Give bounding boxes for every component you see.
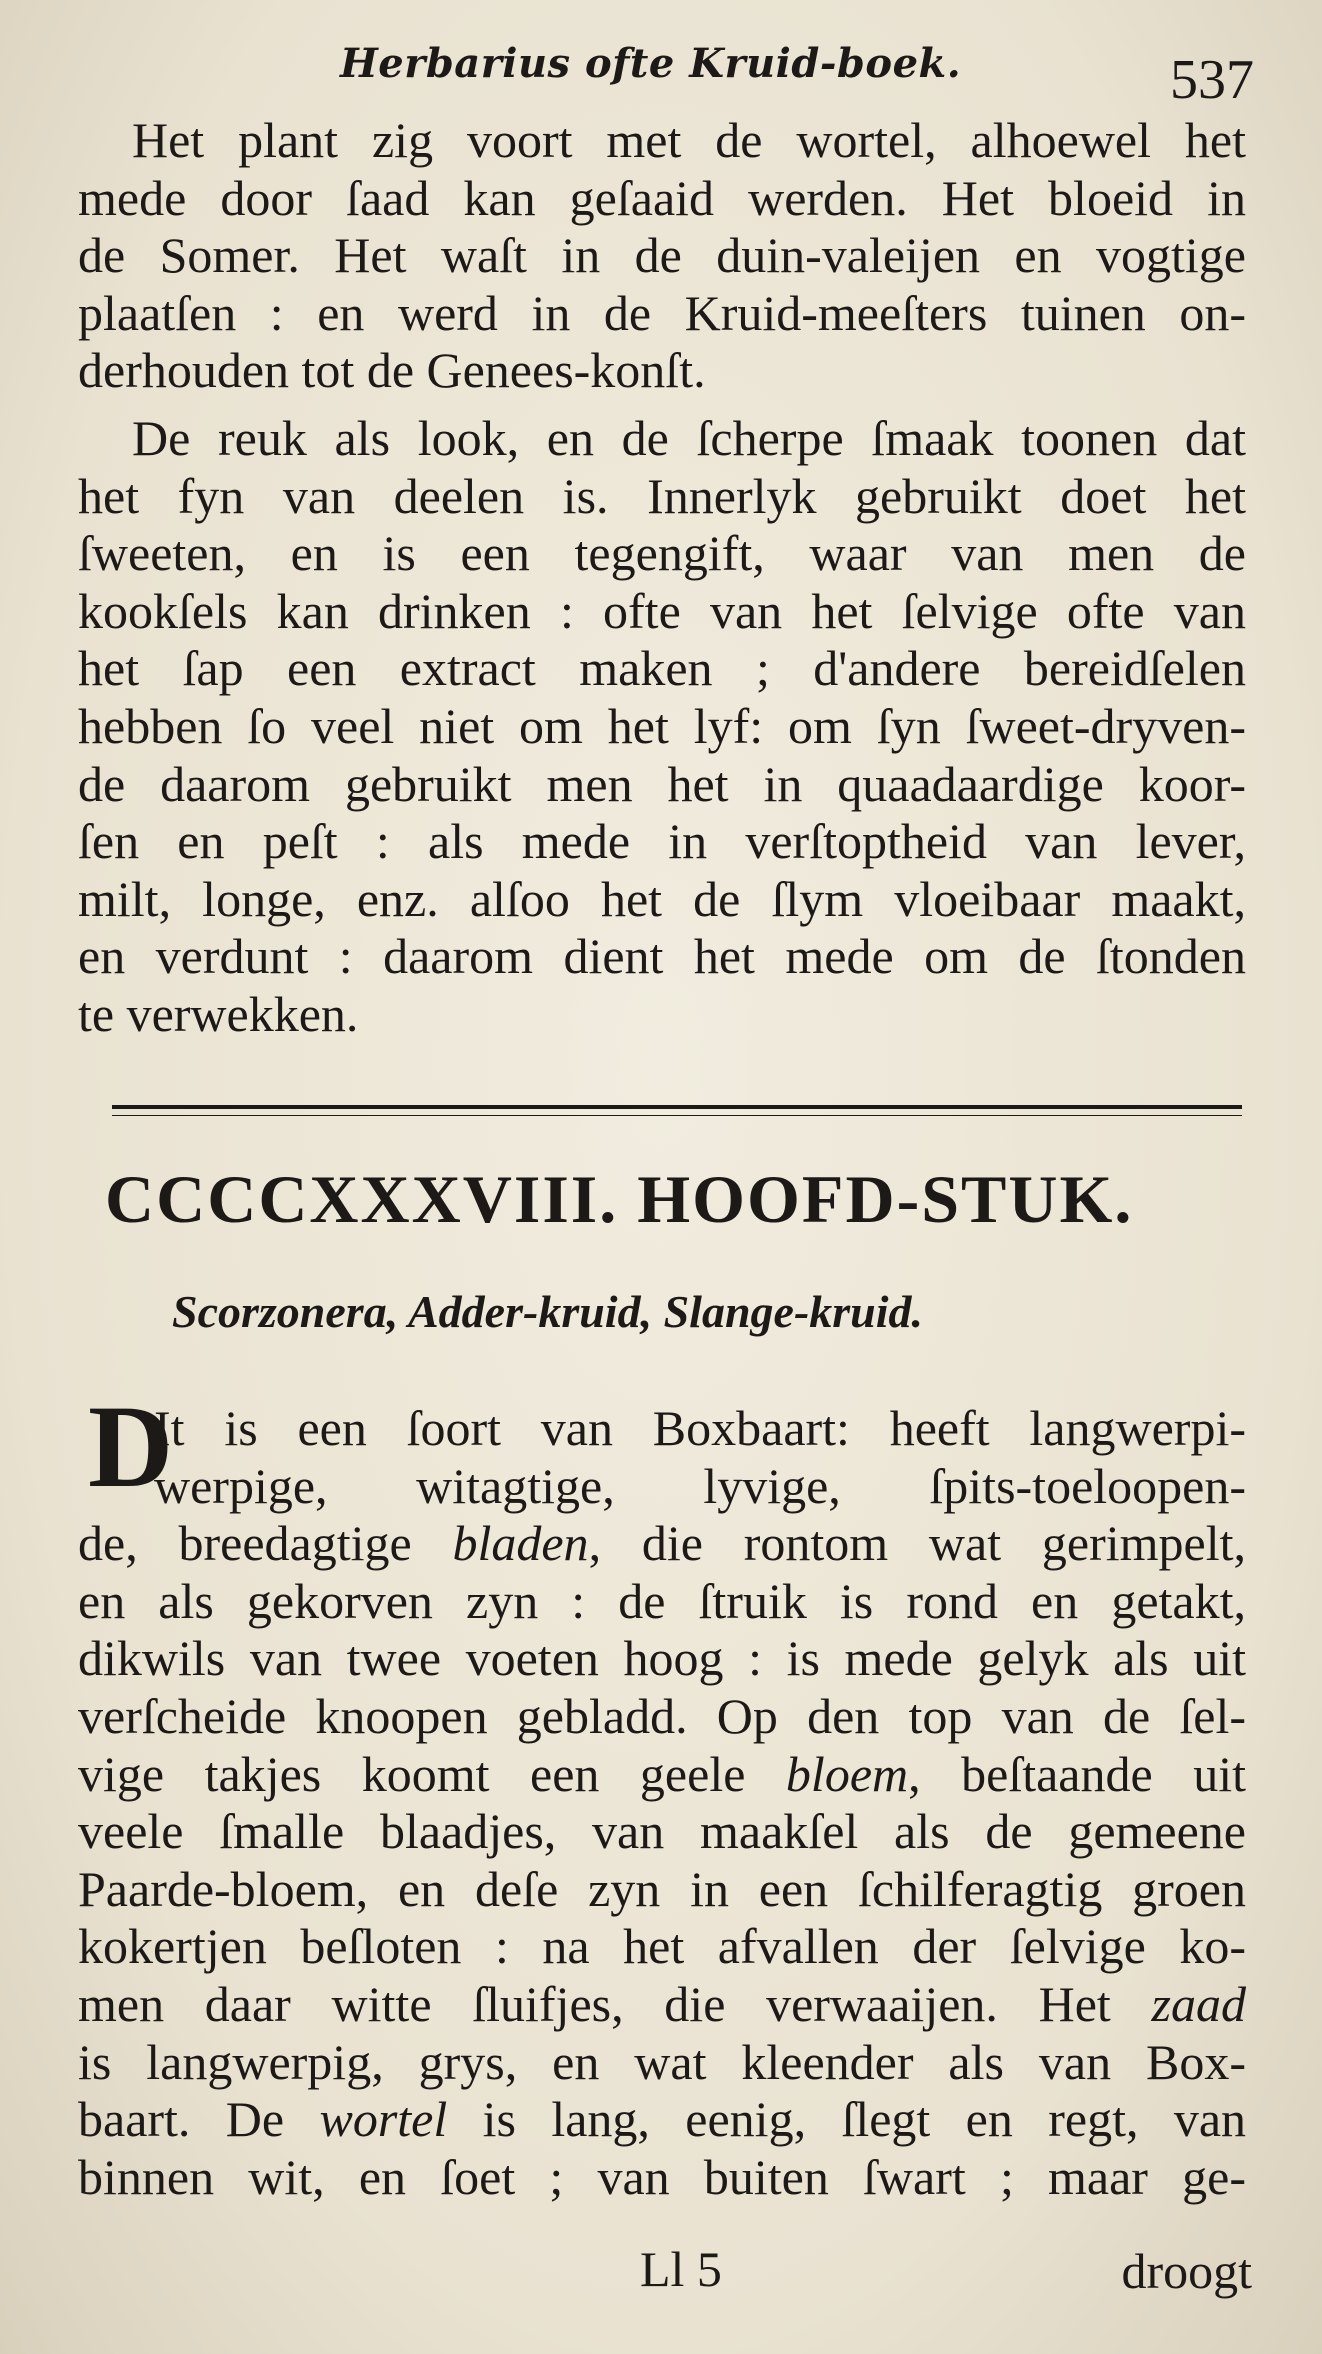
text-line: de daarom gebruikt men het in quaadaardige koor- [78, 755, 1246, 812]
text-line: en verdunt : daarom dient het mede om de ſtonden [78, 928, 1246, 985]
running-head: Herbarius ofte Kruid-boek. [340, 40, 962, 87]
text-line: het ſap een extract maken ; d'andere bereidſelen [78, 640, 1246, 697]
text-line: vige takjes koomt een geele bloem, beſtaande uit [78, 1745, 1246, 1802]
signature-mark: Ll 5 [640, 2241, 722, 2297]
text-line: Het plant zig voort met de wortel, alhoewel het [132, 112, 1246, 168]
text-line: werpige, witagtige, lyvige, ſpits-toeloopen- [154, 1457, 1246, 1514]
page-number: 537 [1170, 49, 1254, 111]
text-line: kokertjen beſloten : na het afvallen der ſelvige ko- [78, 1918, 1246, 1975]
text-line: De reuk als look, en de ſcherpe ſmaak toonen dat [132, 410, 1246, 466]
text-line: milt, longe, enz. alſoo het de ſlym vloeibaar maakt, [78, 870, 1246, 927]
text-line: is langwerpig, grys, en wat kleender als van Box- [78, 2033, 1246, 2090]
text-line: verſcheide knoopen gebladd. Op den top van de ſel- [78, 1687, 1246, 1744]
section-divider-thick [112, 1105, 1242, 1109]
text-line: het fyn van deelen is. Innerlyk gebruikt doet het [78, 467, 1246, 524]
text-line: en als gekorven zyn : de ſtruik is rond en getakt, [78, 1572, 1246, 1629]
text-line: ſweeten, en is een tegengift, waar van men de [78, 525, 1246, 582]
chapter-title: CCCCXXXVIII. HOOFD-STUK. [105, 1161, 1134, 1237]
italic-term: zaad [1151, 1975, 1246, 2032]
text-line: binnen wit, en ſoet ; van buiten ſwart ; maar ge- [78, 2148, 1246, 2205]
italic-term: wortel [319, 2091, 448, 2148]
text-line: Paarde-bloem, en deſe zyn in een ſchilferagtig groen [78, 1860, 1246, 1917]
text-line: dikwils van twee voeten hoog : is mede gelyk als uit [78, 1630, 1246, 1687]
section-divider-thin [112, 1115, 1242, 1116]
text-line: hebben ſo veel niet om het lyf: om ſyn ſweet-dryven- [78, 697, 1246, 754]
text-line: men daar witte ſluifjes, die verwaaijen. Het zaad [78, 1975, 1246, 2032]
plant-names-subtitle: Scorzonera, Adder-kruid, Slange-kruid. [172, 1286, 924, 1337]
paragraph-continuation [78, 112, 1246, 400]
catchword: droogt [1121, 2243, 1252, 2299]
text-line: plaatſen : en werd in de Kruid-meeſters tuinen on- [78, 284, 1246, 341]
text-line: de, breedagtige bladen, die rontom wat gerimpelt, [78, 1515, 1246, 1572]
text-line: kookſels kan drinken : ofte van het ſelvige ofte van [78, 582, 1246, 639]
text-line: te verwekken. [78, 985, 359, 1042]
text-line: veele ſmalle blaadjes, van maakſel als de gemeene [78, 1803, 1246, 1860]
italic-term: bloem [785, 1745, 909, 1802]
text-line: mede door ſaad kan geſaaid werden. Het bloeid in [78, 169, 1246, 226]
paragraph-usage [78, 410, 1246, 1044]
text-line: ſen en peſt : als mede in verſtoptheid van lever, [78, 813, 1246, 870]
text-line: baart. De wortel is lang, eenig, ſlegt en regt, van [78, 2091, 1246, 2148]
drop-cap: D [88, 1381, 174, 1512]
text-line: It is een ſoort van Boxbaart: heeft langwerpi- [154, 1400, 1246, 1456]
text-line: derhouden tot de Genees-konſt. [78, 342, 706, 399]
italic-term: bladen [452, 1515, 589, 1572]
text-line: de Somer. Het waſt in de duin-valeijen en vogtige [78, 227, 1246, 284]
paragraph-description [78, 1400, 1246, 2206]
